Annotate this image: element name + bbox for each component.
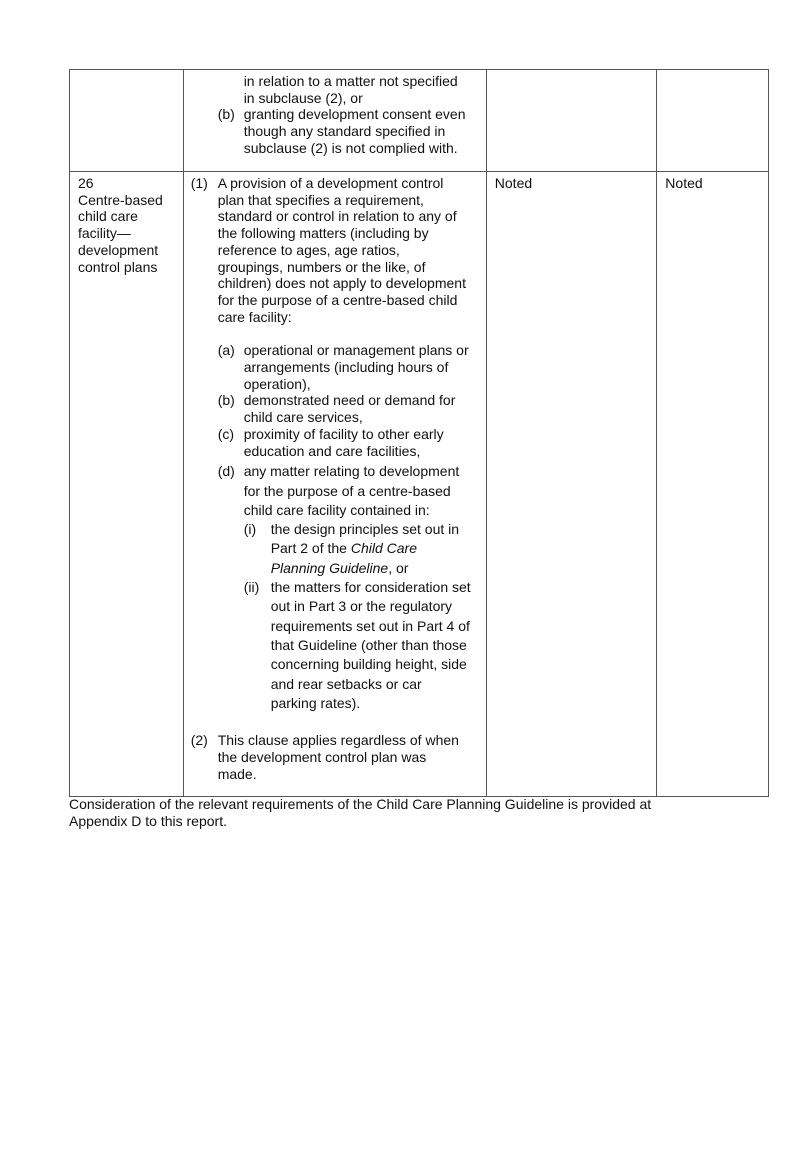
text-line: demonstrated need or demand for xyxy=(243,392,456,409)
clause-title-line: facility— xyxy=(78,225,131,242)
table-row xyxy=(70,70,768,172)
text-line: made. xyxy=(217,765,257,782)
text-line: the design principles set out in xyxy=(270,521,460,538)
footer-paragraph xyxy=(69,796,769,829)
text-line: parking rates). xyxy=(270,694,361,711)
clause-cell xyxy=(70,172,184,796)
text-line: child care services, xyxy=(243,409,363,426)
provision-cell xyxy=(184,70,487,171)
text-line: that Guideline (other than those xyxy=(270,636,467,653)
item-label: (2) xyxy=(190,732,208,749)
item-label: (a) xyxy=(217,342,235,359)
text-line: in relation to a matter not specified xyxy=(243,73,458,89)
text-line: the matters for consideration set xyxy=(270,579,471,596)
guideline-title: Child Care xyxy=(350,540,417,557)
item-label: (ii) xyxy=(243,579,260,596)
clause-title-line: Centre-based xyxy=(78,191,163,208)
text-line: subclause (2) is not complied with. xyxy=(243,139,458,156)
clause-title-line: control plans xyxy=(78,258,158,275)
clause-number: 26 xyxy=(78,175,94,191)
text-line: though any standard specified in xyxy=(243,123,446,140)
compliance-cell xyxy=(657,70,768,171)
text-line: children) does not apply to development xyxy=(217,275,466,292)
text-line: granting development consent even xyxy=(243,106,466,123)
text-line: operational or management plans or xyxy=(243,342,469,359)
text-line: Part 2 of the xyxy=(270,540,351,557)
text-line: proximity of facility to other early xyxy=(243,425,444,442)
text-line: and rear setbacks or car xyxy=(270,675,422,692)
text-line: A provision of a development control xyxy=(217,175,444,191)
text-line: concerning building height, side xyxy=(270,656,467,673)
text-line: requirements set out in Part 4 of xyxy=(270,617,470,634)
item-label: (d) xyxy=(217,463,235,480)
text-line: reference to ages, age ratios, xyxy=(217,241,400,258)
clause-title-line: development xyxy=(78,241,159,258)
guideline-title: Planning Guideline xyxy=(270,559,389,576)
text-line: Appendix D to this report. xyxy=(69,812,227,829)
text-line: This clause applies regardless of when xyxy=(217,732,459,749)
item-label: (i) xyxy=(243,521,257,538)
compliance-text: Noted xyxy=(665,175,703,191)
text-line: care facility: xyxy=(217,308,292,325)
text-line: for the purpose of a centre-based child xyxy=(217,291,458,308)
clause-cell xyxy=(70,70,184,171)
text-line: , or xyxy=(388,559,409,576)
text-line: operation), xyxy=(243,375,311,392)
text-line: standard or control in relation to any of xyxy=(217,208,457,225)
item-label: (c) xyxy=(217,425,235,442)
text-line: groupings, numbers or the like, of xyxy=(217,258,426,275)
compliance-cell xyxy=(657,172,768,796)
text-line: Consideration of the relevant requirements of the Child Care Planning Guideline is provided at xyxy=(69,796,652,812)
clause-title-line: child care xyxy=(78,208,138,225)
item-label: (1) xyxy=(190,175,208,191)
item-label: (b) xyxy=(217,106,235,123)
comment-text: Noted xyxy=(494,175,533,191)
provision-cell xyxy=(184,172,487,796)
item-label: (b) xyxy=(217,392,235,409)
text-line: the following matters (including by xyxy=(217,225,429,242)
text-line: the development control plan was xyxy=(217,748,427,765)
comment-cell xyxy=(487,172,658,796)
text-line: plan that specifies a requirement, xyxy=(217,191,424,208)
table-row xyxy=(70,172,768,796)
compliance-table xyxy=(69,69,769,797)
text-line: for the purpose of a centre-based xyxy=(243,482,451,499)
text-line: child care facility contained in: xyxy=(243,501,430,518)
text-line: in subclause (2), or xyxy=(243,89,363,106)
text-line: education and care facilities, xyxy=(243,442,421,459)
text-line: arrangements (including hours of xyxy=(243,359,449,376)
comment-cell xyxy=(487,70,658,171)
text-line: out in Part 3 or the regulatory xyxy=(270,598,453,615)
text-line: any matter relating to development xyxy=(243,463,460,480)
